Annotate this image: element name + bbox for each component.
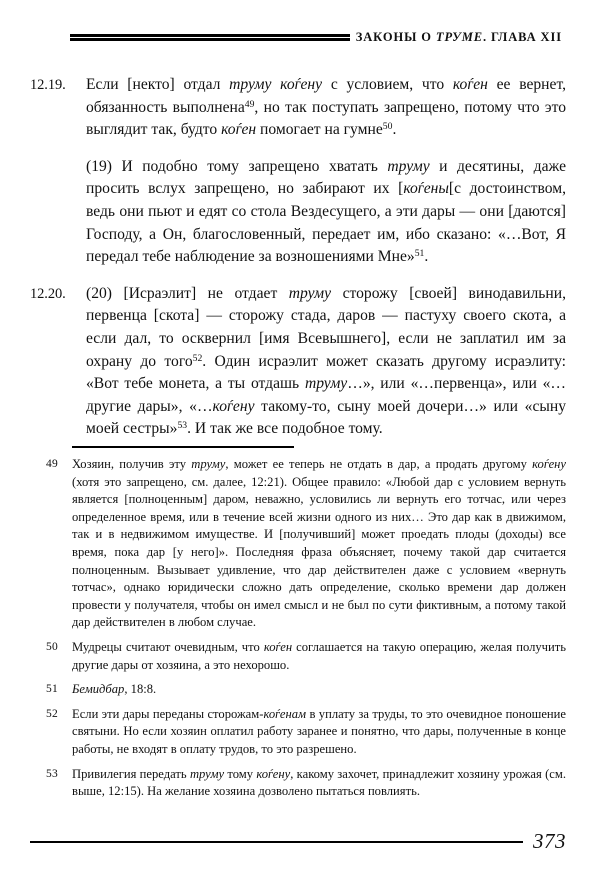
italic-term: коѓену (256, 766, 291, 781)
italic-term: коѓены (403, 180, 449, 198)
text-run: (19) И подобно тому запрещено хватать (86, 157, 388, 175)
text-run: …», или «…первенца», или «…другие дары», «… (86, 375, 567, 415)
text-run: тому (224, 766, 257, 781)
italic-term: коѓен (452, 76, 488, 93)
footnote (46, 681, 566, 699)
text-run: Хозяин, получив эту (72, 457, 192, 471)
footnote-number[interactable]: 49 (46, 458, 58, 470)
footnote-reference[interactable]: 52 (192, 352, 203, 364)
italic-term: труму коѓену (229, 76, 323, 93)
text-run: (хотя это запрещено, см. далее, 12:21). Общее правило: «Любой дар с условием вернуть является [полноценным] даром, неважно, условились ли вернуть его тотчас, или через определенное время, или в течение всей жизни одного из них… Это дар как в движимом, так и в недвижимом имуществе. И [получивший] может проедать плоды (доходы) все время, пока дар [у него]». Последняя фраза объясняет, почему такой дар считается полноценным. Вызывает удивление, что дар действителен даже с условием «вернуть тотчас», однако юридически сложно дать определение, сколько времени дар должен провести у получателя, чтобы он имел смысл и не был по сути фиктивным, а потому такой дар действителен в любом случае. (72, 474, 566, 630)
text-run: и десятины, даже просить вслух запрещено, но забирают их [ (86, 157, 566, 198)
footnote-number[interactable]: 51 (46, 683, 58, 696)
paragraph-text (86, 74, 566, 142)
folio (30, 829, 566, 854)
paragraph-number: 12.19. (30, 77, 66, 93)
footnote (46, 766, 566, 801)
italic-term: коѓен (263, 639, 293, 654)
text-run: , может ее теперь не отдать в дар, а продать другому (225, 457, 533, 471)
footnotes-block (46, 456, 566, 808)
running-head (70, 30, 562, 45)
text-run: помогает на гумне (256, 121, 383, 139)
footnote-number[interactable]: 50 (46, 640, 58, 653)
body-text-block (30, 74, 566, 455)
footnote-reference[interactable]: 50 (382, 121, 393, 133)
italic-term: коѓен (221, 121, 257, 139)
footnote-separator-rule (72, 446, 294, 448)
text-run: . И так же все подобное тому. (187, 420, 383, 438)
text-run: Мудрецы считают очевидным, что (72, 639, 264, 654)
footnote (46, 456, 566, 632)
footnote-text (72, 681, 566, 699)
text-run: такому-то, сыну моей дочери…» или «сыну моей сестры» (86, 397, 567, 438)
footnote-text (72, 766, 566, 801)
text-run: соглашается на такую операцию, желая получить другие дары от хозяина, а это нехорошо. (72, 639, 567, 672)
footnote-text (72, 639, 566, 674)
footnote-number[interactable]: 52 (46, 707, 58, 720)
text-run: сторожу [своей] винодавильни, первенца [скота] — сторожу стада, даров — пастуху своего скота, а если дал, то осквернил [имя Всевышнего], если не заплатил им за охрану до того (86, 284, 566, 370)
text-run: ее вернет, обязанность выполнена (86, 76, 566, 116)
footnote (46, 639, 566, 674)
body-paragraph (30, 283, 566, 441)
text-run: (20) [Исраэлит] не отдает (86, 284, 289, 302)
paragraph-text (86, 156, 566, 269)
paragraph-number: 12.20. (30, 285, 66, 302)
text-run: , 18:8. (124, 682, 157, 697)
italic-term: труму (189, 766, 225, 781)
italic-term: коѓену (532, 457, 566, 471)
text-run: Если [некто] отдал (86, 76, 230, 93)
italic-term: труму (191, 457, 226, 471)
footnote-text (72, 706, 566, 759)
italic-term: коѓенам (263, 706, 307, 721)
footnote-reference[interactable]: 49 (244, 98, 255, 110)
text-run: Привилегия передать (72, 766, 190, 781)
italic-term: труму (387, 157, 430, 175)
running-head-rule (70, 34, 350, 41)
footnote-text (72, 456, 566, 632)
text-run: , но так поступать запрещено, потому что это выглядит так, будто (86, 98, 566, 139)
running-head-suffix: . ГЛАВА XII (482, 30, 562, 44)
text-run: . Один исраэлит может сказать другому исраэлиту: «Вот тебе монета, а ты отдашь (86, 352, 566, 393)
text-run: Если эти дары переданы сторожам- (72, 706, 264, 721)
italic-term: труму (304, 375, 348, 393)
footnote-number[interactable]: 53 (46, 767, 58, 780)
footnote-reference[interactable]: 53 (177, 420, 188, 432)
running-head-italic-term: ТРУМЕ (435, 30, 483, 44)
italic-term: коѓену (212, 397, 255, 415)
footnote (46, 706, 566, 759)
running-head-prefix: ЗАКОНЫ О (355, 30, 436, 44)
text-run: . (392, 121, 397, 139)
text-run: [с достоинством, ведь они пьют и едят со стола Вездесущего, а эти дары — они [даются] Господу, а Он, благословенный, передает им, ибо сказано: «…Вот, Я передал тебе наблюдение за возношениями Мне» (86, 180, 566, 266)
body-paragraph (30, 156, 566, 269)
folio-rule (30, 841, 523, 843)
italic-term: Бемидбар (72, 682, 125, 697)
body-paragraph (30, 74, 566, 142)
text-run: с условием, что (322, 76, 453, 93)
paragraph-text (86, 283, 566, 441)
text-run: . (424, 248, 429, 266)
running-head-title (356, 30, 562, 45)
text-run: в уплату за труды, то это очевидное поношение святыни. Но если хозяин оплатил работу заранее и понятно, что дары, полученные в конце работы, не входят в оплату трудов, то это разрешено. (72, 706, 566, 756)
footnote-reference[interactable]: 51 (414, 248, 425, 260)
text-run: , какому захочет, принадлежит хозяину урожая (см. выше, 12:15). На желание хозяина дозволено пытаться повлиять. (72, 766, 566, 799)
italic-term: труму (288, 284, 332, 302)
page-number: 373 (533, 829, 566, 853)
